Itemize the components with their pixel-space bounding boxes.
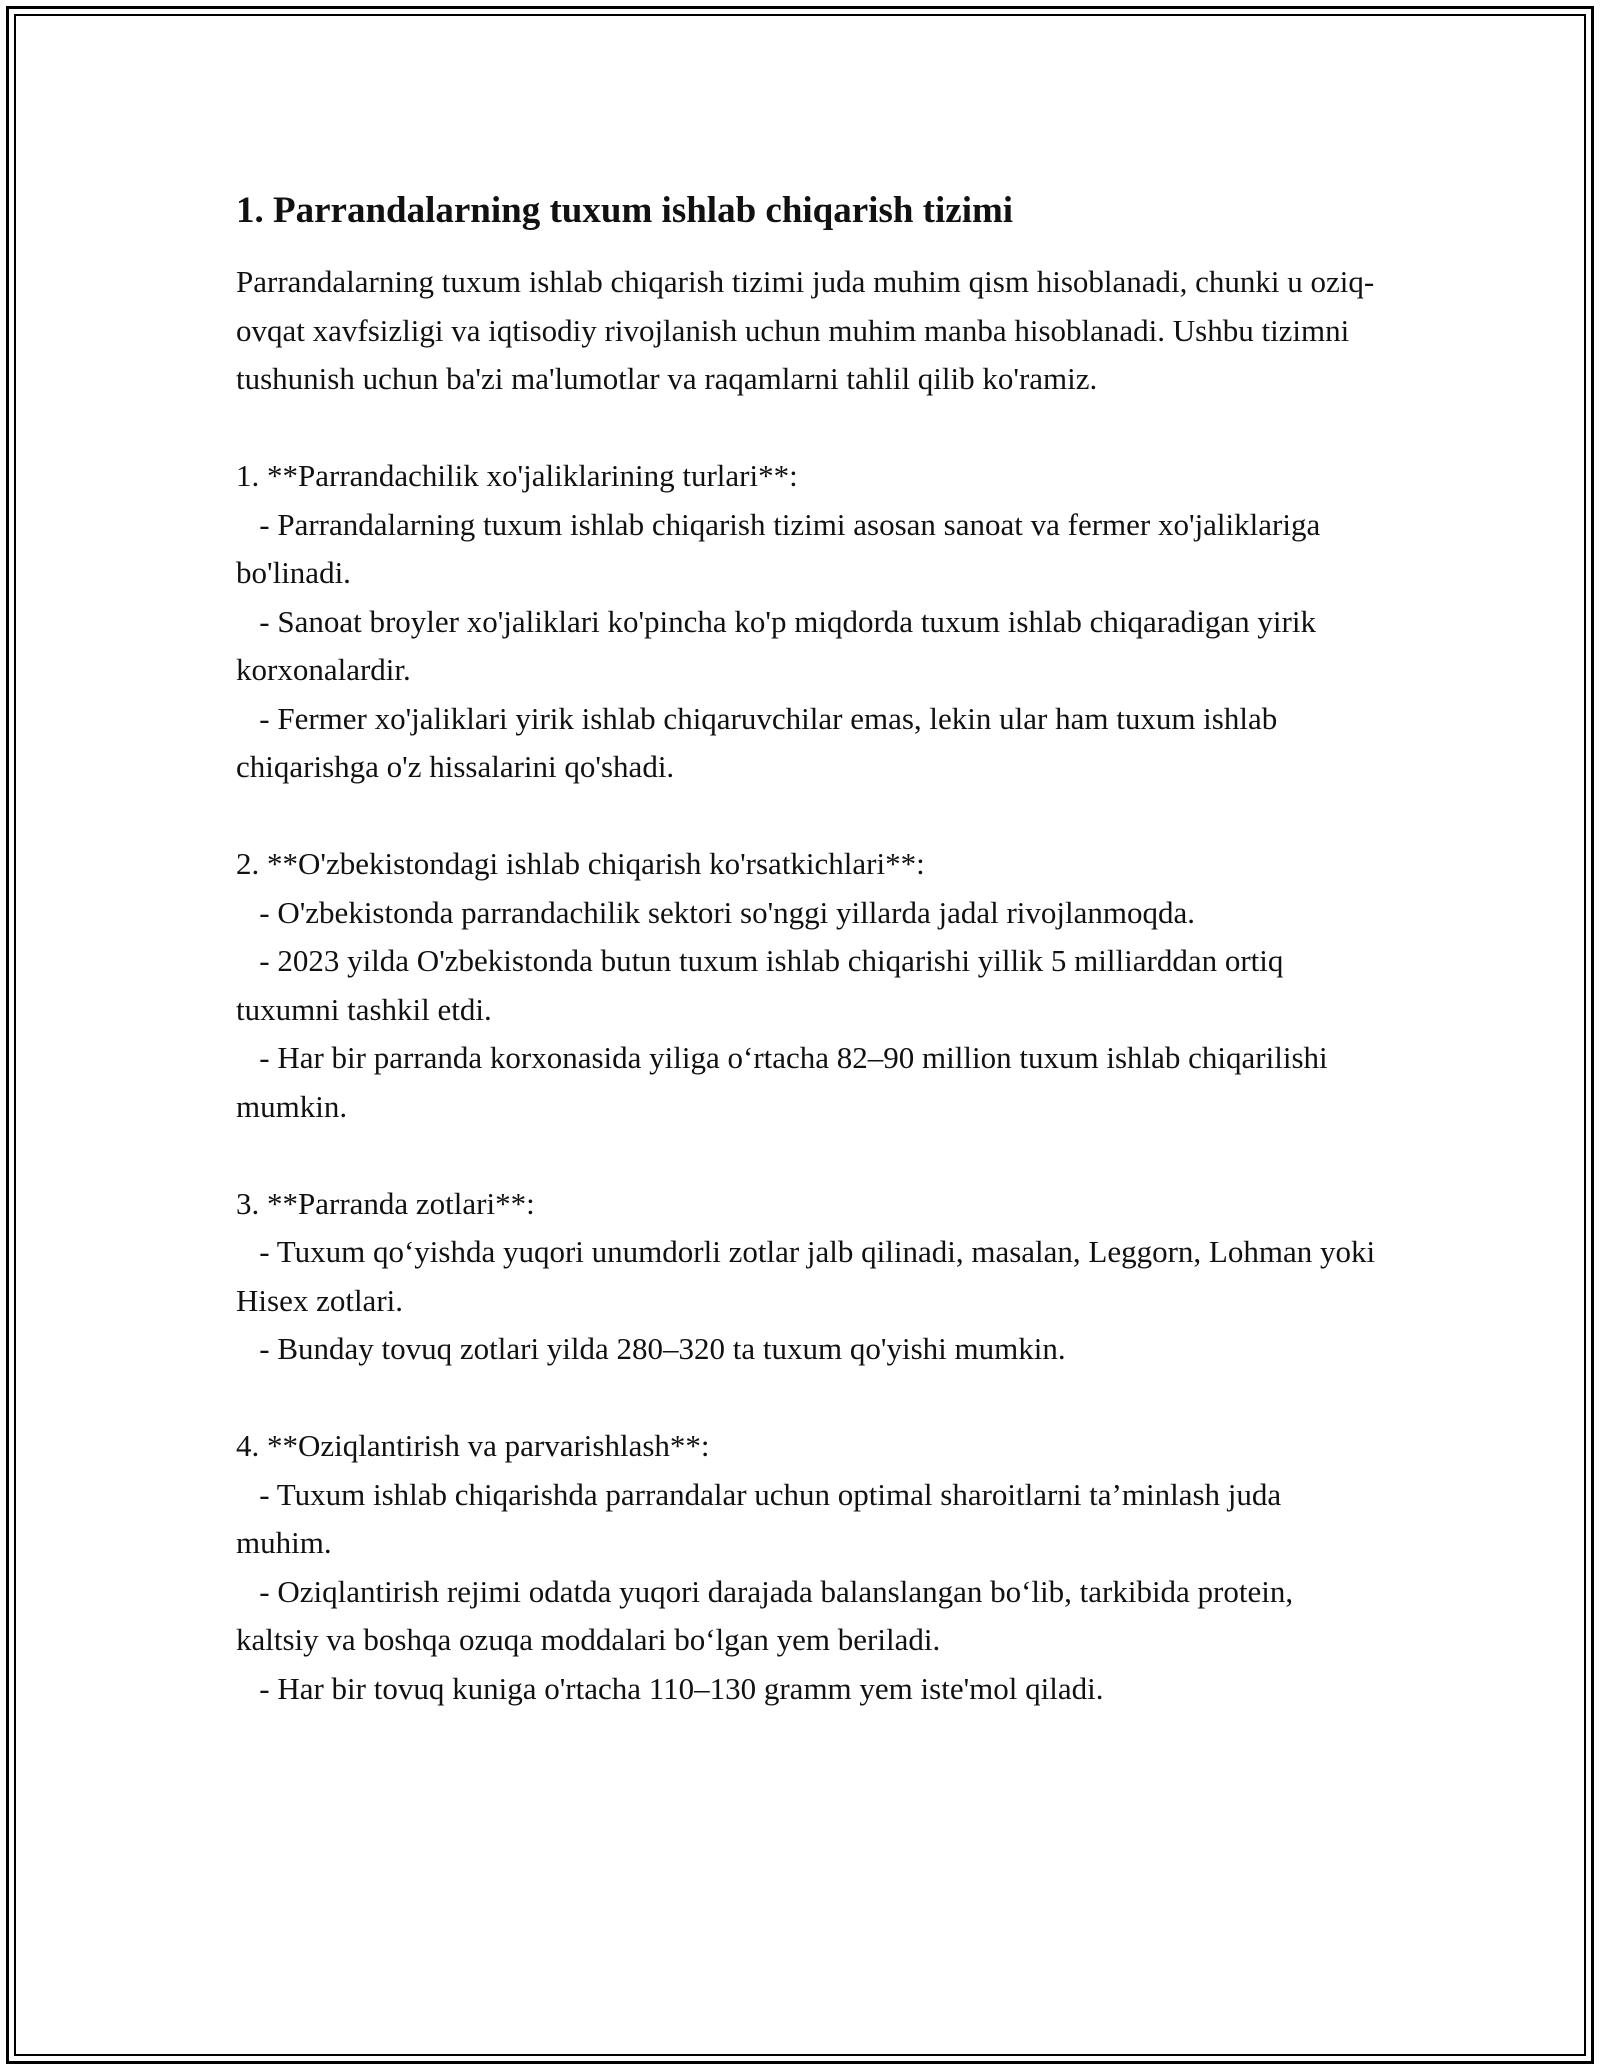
- section-heading: 1. **Parrandachilik xo'jaliklarining turlari**:: [236, 458, 798, 493]
- document-body: [236, 186, 1383, 1713]
- list-item: - Tuxum qo‘yishda yuqori unumdorli zotlar jalb qilinadi, masalan, Leggorn, Lohman yoki Hisex zotlari.: [236, 1234, 1383, 1318]
- section-heading: 2. **O'zbekistondagi ishlab chiqarish ko'rsatkichlari**:: [236, 846, 925, 881]
- document-title: 1. Parrandalarning tuxum ishlab chiqarish tizimi: [236, 190, 1014, 231]
- section-heading: 3. **Parranda zotlari**:: [236, 1185, 535, 1221]
- spacer: [236, 792, 1376, 841]
- list-item: - 2023 yilda O'zbekistonda butun tuxum ishlab chiqarishi yillik 5 milliarddan ortiq tuxumni tashkil etdi.: [236, 943, 1292, 1027]
- list-item: - Parrandalarning tuxum ishlab chiqarish tizimi asosan sanoat va fermer xo'jaliklariga bo'linadi.: [236, 506, 1328, 590]
- section-breeds: [236, 1180, 1383, 1374]
- list-item: - Har bir tovuq kuniga o'rtacha 110–130 gramm yem iste'mol qiladi.: [236, 1670, 1104, 1706]
- section-heading: 4. **Oziqlantirish va parvarishlash**:: [236, 1428, 710, 1463]
- intro-paragraph: Parrandalarning tuxum ishlab chiqarish tizimi juda muhim qism hisoblanadi, chunki u oziq-ovqat xavfsizligi va iqtisodiy rivojlanish uchun muhim manba hisoblanadi. Ushbu tizimni tushunish uchun ba'zi ma'lumotlar va raqamlarni tahlil qilib ko'ramiz.: [236, 264, 1375, 396]
- section-feeding-care: [236, 1422, 1376, 1713]
- list-item: - Tuxum ishlab chiqarishda parrandalar uchun optimal sharoitlarni ta’minlash juda muhim.: [236, 1476, 1289, 1560]
- list-item: - O'zbekistonda parrandachilik sektori so'nggi yillarda jadal rivojlanmoqda.: [236, 894, 1195, 930]
- list-item: - Oziqlantirish rejimi odatda yuqori darajada balanslangan bo‘lib, tarkibida protein, kaltsiy va boshqa ozuqa moddalari bo‘lgan yem beriladi.: [236, 1573, 1301, 1657]
- list-item: - Fermer xo'jaliklari yirik ishlab chiqaruvchilar emas, lekin ular ham tuxum ishlab chiqarishga o'z hissalarini qo'shadi.: [236, 700, 1285, 784]
- section-farm-types: [236, 452, 1376, 792]
- list-item: - Sanoat broyler xo'jaliklari ko'pincha ko'p miqdorda tuxum ishlab chiqaradigan yirik korxonalardir.: [236, 603, 1324, 687]
- list-item: - Har bir parranda korxonasida yiliga o‘rtacha 82–90 million tuxum ishlab chiqarilishi mumkin.: [236, 1040, 1336, 1124]
- spacer: [236, 1374, 1376, 1423]
- section-production-indicators: [236, 840, 1376, 1131]
- spacer: [236, 404, 1376, 453]
- list-item: - Bunday tovuq zotlari yilda 280–320 ta tuxum qo'yishi mumkin.: [236, 1331, 1066, 1366]
- spacer: [236, 1131, 1376, 1180]
